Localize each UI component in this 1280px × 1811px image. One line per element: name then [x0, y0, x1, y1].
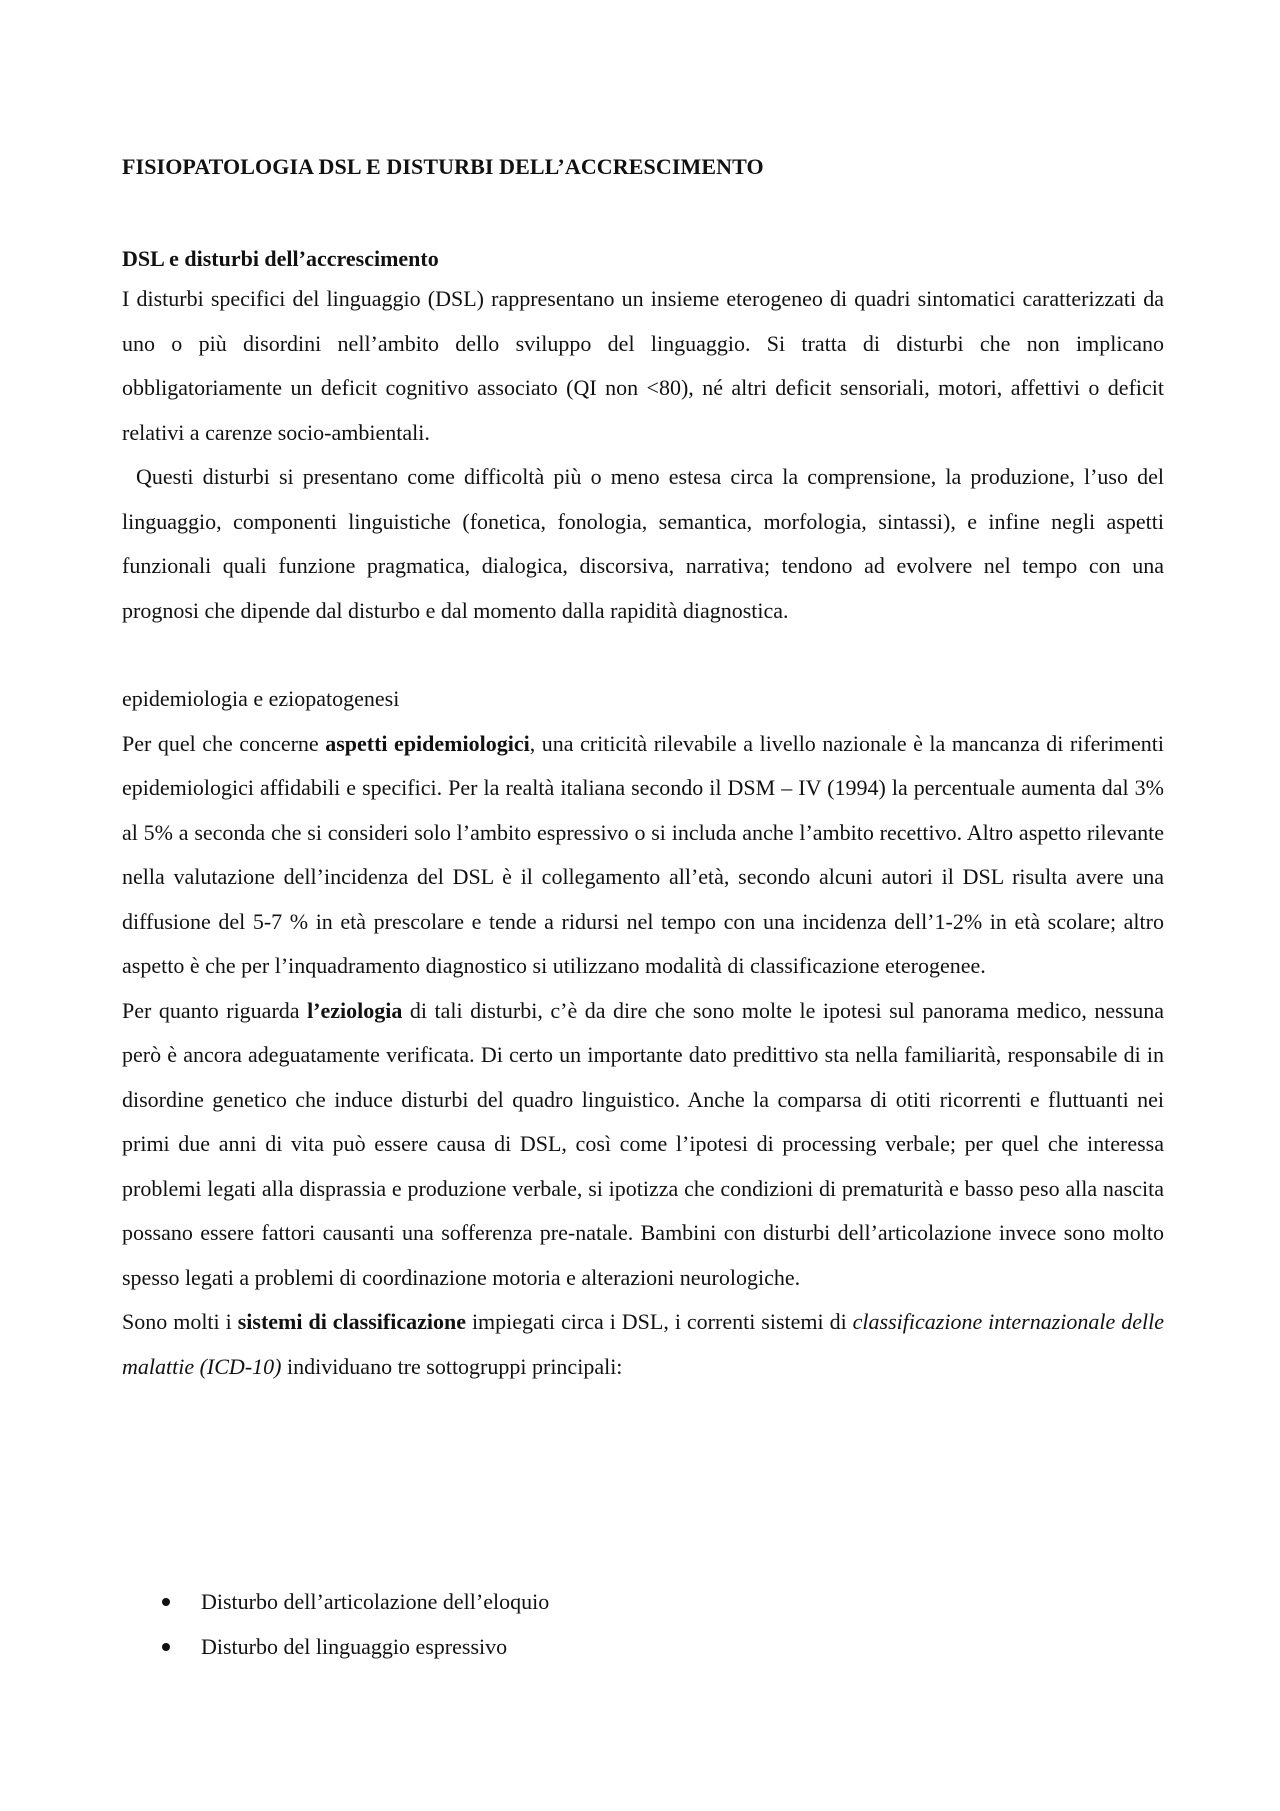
- bold-term-epidemiological-aspects: aspetti epidemiologici: [325, 730, 530, 756]
- paragraph-dsl-definition: I disturbi specifici del linguaggio (DSL) rappresentano un insieme eterogeneo di quadri sintomatici caratterizzati da uno o più disordini nell’ambito dello sviluppo del linguaggio. Si tratta di disturbi che non implicano obbligatoriamente un deficit cognitivo associato (QI non <80), né altri deficit sensoriali, motori, affettivi o deficit relativi a carenze socio-ambientali.: [122, 286, 1164, 445]
- text-run: Sono molti i: [122, 1309, 238, 1334]
- list-item: [122, 1625, 1164, 1670]
- text-run: Per quel che concerne: [122, 730, 326, 756]
- bullet-dot-icon: [162, 1598, 170, 1606]
- document-title: FISIOPATOLOGIA DSL E DISTURBI DELL’ACCRESCIMENTO: [122, 154, 764, 179]
- paragraph-epidemiology: [122, 722, 1164, 989]
- list-item-text: Disturbo del linguaggio espressivo: [201, 1633, 508, 1659]
- bullet-dot-icon: [162, 1643, 170, 1651]
- text-run: Per quanto riguarda: [122, 997, 308, 1023]
- text-run: di tali disturbi, c’è da dire che sono molte le ipotesi sul panorama medico, nessuna però è ancora adeguatamente verificata. Di certo un importante dato predittivo sta nella familiarità, responsabile di in disordine genetico che induce disturbi del quadro linguistico. Anche la comparsa di otiti ricorrenti e fluttuanti nei primi due anni di vita può essere causa di DSL, così come l’ipotesi di processing verbale; per quel che interessa problemi legati alla disprassia e produzione verbale, si ipotizza che condizioni di prematurità e basso peso alla nascita possano essere fattori causanti una sofferenza pre-natale. Bambini con disturbi dell’articolazione invece sono molto spesso legati a problemi di coordinazione motoria e alterazioni neurologiche.: [122, 997, 1164, 1290]
- section-heading-epidemiology: epidemiologia e eziopatogenesi: [122, 686, 400, 711]
- paragraph-dsl-difficulties: Questi disturbi si presentano come difficoltà più o meno estesa circa la comprensione, la produzione, l’uso del linguaggio, componenti linguistiche (fonetica, fonologia, semantica, morfologia, sintassi), e infine negli aspetti funzionali quali funzione pragmatica, dialogica, discorsiva, narrativa; tendono ad evolvere nel tempo con una prognosi che dipende dal disturbo e dal momento dalla rapidità diagnostica.: [122, 464, 1164, 623]
- text-run: impiegati circa i DSL, i correnti sistemi di: [465, 1309, 853, 1334]
- section-heading-dsl: DSL e disturbi dell’accrescimento: [122, 246, 439, 271]
- bold-term-classification-systems: sistemi di classificazione: [237, 1309, 466, 1334]
- text-run: individuano tre sottogruppi principali:: [281, 1353, 623, 1379]
- list-item-text: Disturbo dell’articolazione dell’eloquio: [201, 1589, 550, 1614]
- document-body: [122, 241, 1164, 1389]
- list-item: [122, 1580, 1164, 1625]
- blank-line: [122, 633, 1164, 677]
- paragraph-etiology: [122, 989, 1164, 1301]
- paragraph-classification: [122, 1300, 1164, 1389]
- italic-term-icd10: classificazione internazionale delle malattie (ICD-10): [122, 1309, 1165, 1379]
- text-run: , una criticità rilevabile a livello nazionale è la mancanza di riferimenti epidemiologici affidabili e specifici. Per la realtà italiana secondo il DSM – IV (1994) la percentuale aumenta dal 3% al 5% a seconda che si consideri solo l’ambito espressivo o si includa anche l’ambito recettivo. Altro aspetto rilevante nella valutazione dell’incidenza del DSL è il collegamento all’età, secondo alcuni autori il DSL risulta avere una diffusione del 5-7 % in età prescolare e tende a ridursi nel tempo con una incidenza dell’1-2% in età scolare; altro aspetto è che per l’inquadramento diagnostico si utilizzano modalità di classificazione eterogenee.: [122, 730, 1164, 978]
- bullet-list: [122, 1580, 1164, 1669]
- bold-term-etiology: l’eziologia: [307, 997, 403, 1023]
